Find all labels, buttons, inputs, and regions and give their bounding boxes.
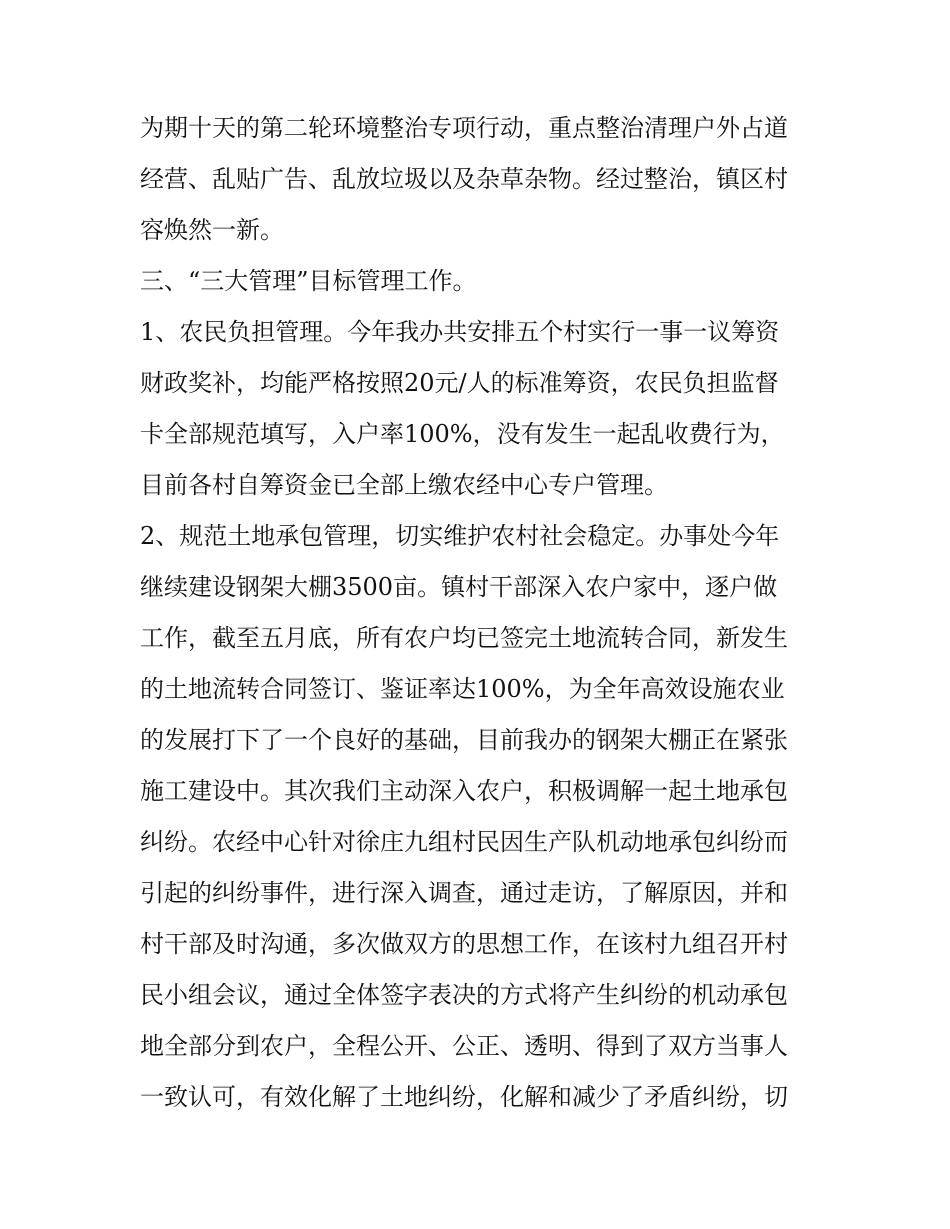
text-line: 目前各村自筹资金已全部上缴农经中心专户管理。 [140,471,668,499]
text-line: 容焕然一新。 [140,216,284,244]
text-line: 一致认可，有效化解了土地纠纷，化解和减少了矛盾纠纷，切 [140,1083,788,1111]
text-line: 地全部分到农户，全程公开、公正、透明、得到了双方当事人 [140,1032,788,1060]
text-line: 卡全部规范填写，入户率100%，没有发生一起乱收费行为， [140,420,785,448]
text-line: 引起的纠纷事件，进行深入调查，通过走访，了解原因，并和 [140,879,788,907]
text-line: 施工建设中。其次我们主动深入农户，积极调解一起土地承包 [140,777,788,805]
body-text [140,103,820,1123]
text-line: 工作，截至五月底，所有农户均已签完土地流转合同，新发生 [140,624,788,652]
text-line: 民小组会议，通过全体签字表决的方式将产生纠纷的机动承包 [140,981,788,1009]
section-heading: 三、“三大管理”目标管理工作。 [140,267,477,295]
text-line: 1、农民负担管理。今年我办共安排五个村实行一事一议筹资 [140,318,780,346]
text-line: 2、规范土地承包管理，切实维护农村社会稳定。办事处今年 [140,522,780,550]
text-line: 经营、乱贴广告、乱放垃圾以及杂草杂物。经过整治，镇区村 [140,165,788,193]
text-line: 的土地流转合同签订、鉴证率达100%，为全年高效设施农业 [140,675,785,703]
text-line: 的发展打下了一个良好的基础，目前我办的钢架大棚正在紧张 [140,726,788,754]
text-line: 继续建设钢架大棚3500亩。镇村干部深入农户家中，逐户做 [140,573,778,601]
text-line: 纠纷。农经中心针对徐庄九组村民因生产队机动地承包纠纷而 [140,828,788,856]
text-line: 村干部及时沟通，多次做双方的思想工作，在该村九组召开村 [140,930,788,958]
text-line: 财政奖补，均能严格按照20元/人的标准筹资，农民负担监督 [140,369,779,397]
text-line: 为期十天的第二轮环境整治专项行动，重点整治清理户外占道 [140,114,788,142]
